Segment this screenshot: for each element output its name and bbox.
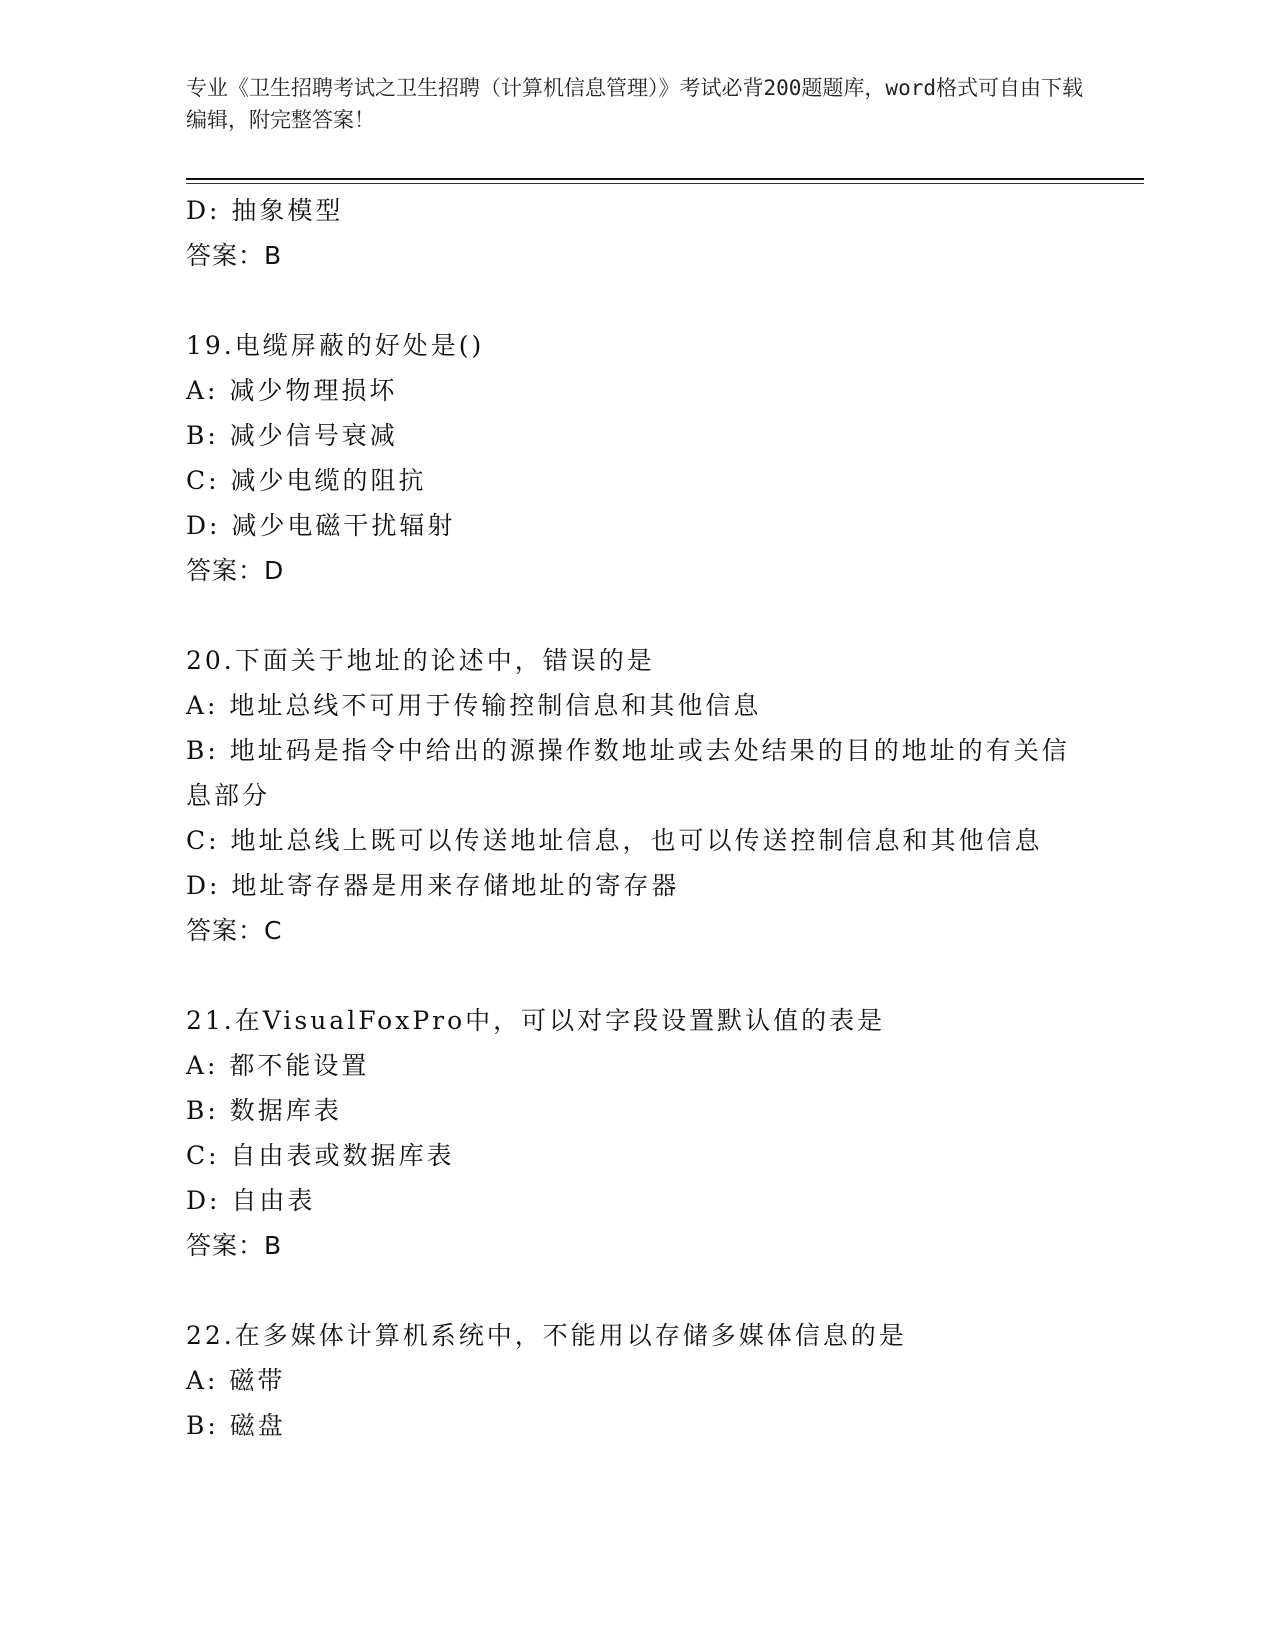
question-20-option-c: C: 地址总线上既可以传送地址信息，也可以传送控制信息和其他信息 bbox=[186, 826, 1043, 855]
spacer bbox=[186, 1268, 1086, 1313]
question-20-answer: 答案：C bbox=[186, 916, 283, 945]
question-20-option-d: D: 地址寄存器是用来存储地址的寄存器 bbox=[186, 871, 680, 900]
question-content bbox=[186, 188, 1086, 1448]
question-19-stem: 19.电缆屏蔽的好处是() bbox=[186, 331, 485, 360]
question-21-option-d: D: 自由表 bbox=[186, 1186, 316, 1215]
question-21-stem: 21.在VisualFoxPro中，可以对字段设置默认值的表是 bbox=[186, 1006, 886, 1035]
prev-answer: 答案：B bbox=[186, 241, 283, 270]
question-22-option-b: B: 磁盘 bbox=[186, 1411, 286, 1440]
spacer bbox=[186, 278, 1086, 323]
header-divider-thick bbox=[186, 178, 1144, 180]
question-19-option-b: B: 减少信号衰减 bbox=[186, 421, 398, 450]
question-22-stem: 22.在多媒体计算机系统中，不能用以存储多媒体信息的是 bbox=[186, 1321, 907, 1350]
question-19-option-c: C: 减少电缆的阻抗 bbox=[186, 466, 427, 495]
question-20-option-b: B: 地址码是指令中给出的源操作数地址或去处结果的目的地址的有关信息部分 bbox=[186, 736, 1070, 810]
header-divider-thin bbox=[186, 183, 1144, 184]
question-21-option-b: B: 数据库表 bbox=[186, 1096, 342, 1125]
prev-option-d: D: 抽象模型 bbox=[186, 196, 344, 225]
spacer bbox=[186, 953, 1086, 998]
question-21-option-a: A: 都不能设置 bbox=[186, 1051, 370, 1080]
question-21-answer: 答案：B bbox=[186, 1231, 283, 1260]
question-19-answer: 答案：D bbox=[186, 556, 285, 585]
question-21-option-c: C: 自由表或数据库表 bbox=[186, 1141, 455, 1170]
question-20-option-a: A: 地址总线不可用于传输控制信息和其他信息 bbox=[186, 691, 762, 720]
question-19-option-d: D: 减少电磁干扰辐射 bbox=[186, 511, 456, 540]
spacer bbox=[186, 593, 1086, 638]
question-22-option-a: A: 磁带 bbox=[186, 1366, 286, 1395]
question-20-stem: 20.下面关于地址的论述中，错误的是 bbox=[186, 646, 655, 675]
page-header: 专业《卫生招聘考试之卫生招聘（计算机信息管理）》考试必背200题题库，word格式可自由下载编辑，附完整答案！ bbox=[186, 76, 1083, 132]
question-19-option-a: A: 减少物理损坏 bbox=[186, 376, 398, 405]
